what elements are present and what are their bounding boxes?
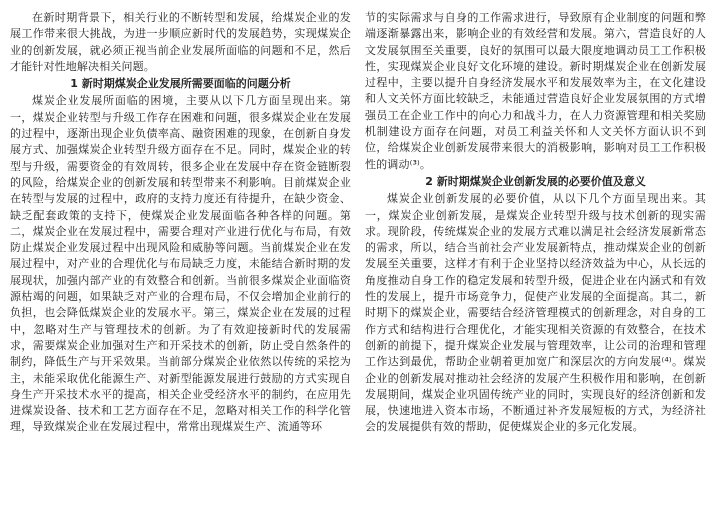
section-heading-2: 2 新时期煤炭企业创新发展的必要价值及意义: [425, 174, 646, 188]
section-heading-1: 1 新时期煤炭企业发展所需要面临的问题分析: [70, 77, 291, 91]
section-1-paragraph: 煤炭企业发展所面临的困境，主要从以下几方面呈现出来。第一，煤炭企业转型与升级工作存在困难和问题，很多煤炭企业在发展的过程中，逐渐出现企业负债率高、融资困难的现象，在创新自身发展方式、加强煤炭企业转型升级方面存在不足。同时，煤炭企业的转型与升级，需要资金的有效周转，很多企业在发展中存在资金链断裂的风险，给煤炭企业的创新发展和转型带来不利影响。目前煤炭企业在转型与发展的过程中，政府的支持力度还有待提升，在缺少资金、缺乏配套政策的支持下，使煤炭企业发展面临各种各样的问题。第二，煤炭企业在发展过程中，需要合理对产业进行优化与布局，有效防止煤炭企业发展过程中出现风险和威胁等问题。当前煤炭企业在发展过程中，对产业的合理优化与布局缺乏力度，未能结合新时期的发展现状，加强内部产业的有效整合和创新。当前很多煤炭企业面临资源枯竭的问题，如果缺乏对产业的合理布局，不仅会增加企业前行的负担，也会降低煤炭企业的发展水平。第三，煤炭企业在发展的过程中，忽略对生产与管理技术的创新。为了有效迎接新时代的发展需求，需要煤炭企业加强对生产和开采技术的创新，防止受自然条件的制约，降低生产与开采效果。当前部分煤炭企业依然以传统的采挖为主，未能采取优化能源生产、对新型能源发展进行鼓励的方式实现自身生产开采技术水平的提高，相关企业受经济水平的制约，在应用先进煤炭设备、技术和工艺方面存在不足，忽略对相关工作的科学化管理，导致煤炭企业在发展过程中，常常出现煤炭生产、流通等环: [10, 94, 351, 434]
continued-paragraph: 节的实际需求与自身的工作需求进行，导致原有企业制度的问题和弊端逐渐暴露出来，影响企业的有效经营和发展。第六，营造良好的人文发展氛围至关重要，良好的氛围可以最大限度地调动员工工作积极性，实现煤炭企业良好文化环境的建设。新时期煤炭企业在创新发展过程中，主要以提升自身经济发展水平和发展效率为主，在文化建设和人文关怀方面比较缺乏，未能通过营造良好企业发展氛围的方式增强员工在企业工作中的向心力和战斗力，在人力资源管理和相关奖励机制建设方面存在问题，对员工利益关怀和人文关怀方面认识不到位，给煤炭企业创新发展带来很大的消极影响，影响对员工工作积极性的调动⁽³⁾。: [365, 11, 706, 171]
left-column: [10, 10, 351, 505]
intro-paragraph: 在新时期背景下，相关行业的不断转型和发展，给煤炭企业的发展工作带来很大挑战，为进一步顺应新时代的发展趋势，实现煤炭企业的创新发展，就必须正视当前企业发展所面临的问题和不足，然后才能针对性地解决相关问题。: [10, 11, 351, 73]
right-column: [365, 10, 706, 505]
section-2-paragraph: 煤炭企业创新发展的必要价值，从以下几个方面呈现出来。其一，煤炭企业创新发展，是煤炭企业转型升级与技术创新的现实需求。现阶段，传统煤炭企业的发展方式难以满足社会经济发展新常态的需求，所以，结合当前社会产业发展新特点，推动煤炭企业的创新发展至关重要，这样才有利于企业坚持以经济效益为中心，从长远的角度推动自身工作的稳定发展和转型升级，促进企业在内涵式和有效性的发展上，提升市场竞争力，促使产业发展的全面提高。其二，新时期下的煤炭企业，需要结合经济管理模式的创新理念，对自身的工作方式和结构进行合理优化，才能实现相关资源的有效整合，在技术创新的前提下，提升煤炭企业发展与管理效率，让公司的治理和管理工作达到最优，帮助企业朝着更加宽广和深层次的方向发展⁽⁴⁾。煤炭企业的创新发展对推动社会经济的发展产生积极作用和影响，在创新发展期间，煤炭企业巩固传统产业的同时，实现良好的经济创新和发展，快速地进入资本市场，不断通过补齐发展短板的方式，为经济社会的发展提供有效的帮助，促使煤炭企业的多元化发展。: [365, 192, 706, 434]
